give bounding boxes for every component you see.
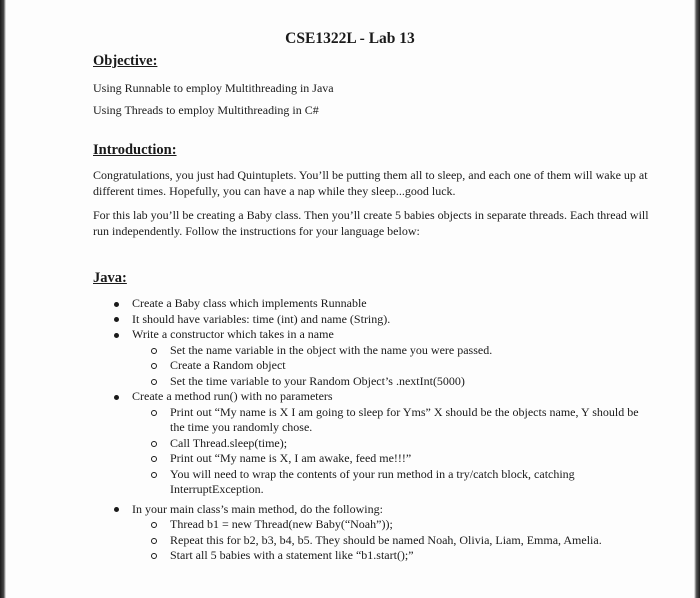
page-edge-right xyxy=(694,0,700,598)
sub-list-item: Set the name variable in the object with the name you were passed. xyxy=(112,343,652,359)
list-item: Create a method run() with no parameters xyxy=(112,389,652,405)
list-item: It should have variables: time (int) and name (String). xyxy=(112,312,652,328)
list-item: In your main class’s main method, do the following: xyxy=(112,502,652,518)
list-item: Create a Baby class which implements Runnable xyxy=(112,296,652,312)
list-item: Write a constructor which takes in a name xyxy=(112,327,652,343)
page-edge-left xyxy=(0,0,6,598)
java-instructions-list xyxy=(112,296,652,564)
sub-list-item: Repeat this for b2, b3, b4, b5. They should be named Noah, Olivia, Liam, Emma, Amelia. xyxy=(112,533,652,549)
objective-line-1: Using Runnable to employ Multithreading in Java xyxy=(93,81,334,95)
sub-list-item: You will need to wrap the contents of your run method in a try/catch block, catching InterruptException. xyxy=(112,467,652,498)
introduction-paragraph-2: For this lab you’ll be creating a Baby class. Then you’ll create 5 babies objects in separate threads. Each thread will run independently. Follow the instructions for your language below: xyxy=(93,208,649,238)
java-heading: Java: xyxy=(93,270,127,286)
sub-list-item: Print out “My name is X I am going to sleep for Yms” X should be the objects name, Y should be the time you randomly chose. xyxy=(112,405,652,436)
sub-list-item: Set the time variable to your Random Object’s .nextInt(5000) xyxy=(112,374,652,390)
sub-list-item: Create a Random object xyxy=(112,358,652,374)
sub-list-item: Start all 5 babies with a statement like “b1.start();” xyxy=(112,548,652,564)
sub-list-item: Call Thread.sleep(time); xyxy=(112,436,652,452)
objective-line-2: Using Threads to employ Multithreading in C# xyxy=(93,103,319,117)
sub-list-item: Print out “My name is X, I am awake, feed me!!!” xyxy=(112,451,652,467)
introduction-paragraph-1: Congratulations, you just had Quintuplets. You’ll be putting them all to sleep, and each one of them will wake up at different times. Hopefully, you can have a nap while they sleep...good luck. xyxy=(93,168,648,198)
objective-heading: Objective: xyxy=(93,53,158,69)
page-title: CSE1322L - Lab 13 xyxy=(285,30,415,47)
introduction-heading: Introduction: xyxy=(93,142,177,158)
sub-list-item: Thread b1 = new Thread(new Baby(“Noah”)); xyxy=(112,517,652,533)
